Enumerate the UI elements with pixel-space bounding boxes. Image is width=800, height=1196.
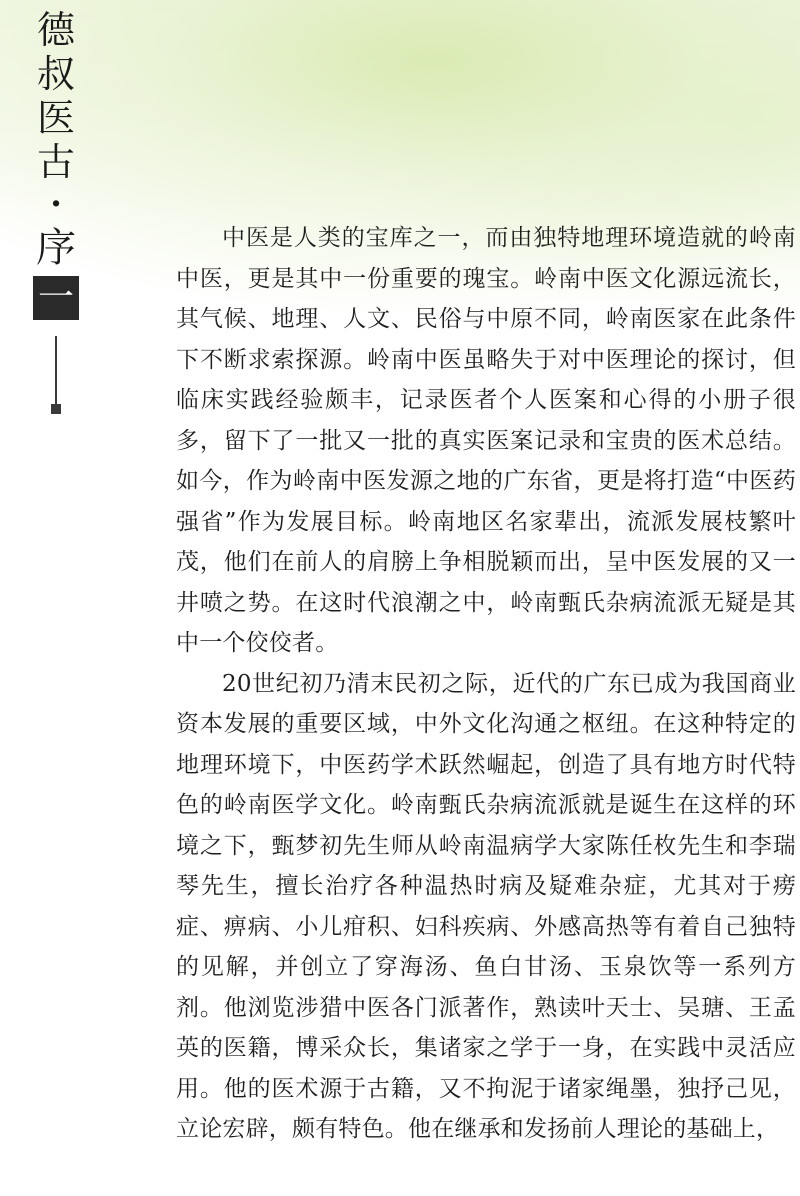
- paragraph-1: 中医是人类的宝库之一，而由独特地理环境造就的岭南中医，更是其中一份重要的瑰宝。岭南中医文化源远流长，其气候、地理、人文、民俗与中原不同，岭南医家在此条件下不断求索探源。岭南中医虽略失于对中医理论的探讨，但临床实践经验颇丰，记录医者个人医案和心得的小册子很多，留下了一批又一批的真实医案记录和宝贵的医术总结。如今，作为岭南中医发源之地的广东省，更是将打造“中医药强省”作为发展目标。岭南地区名家辈出，流派发展枝繁叶茂，他们在前人的肩膀上争相脱颖而出，呈中医发展的又一井喷之势。在这时代浪潮之中，岭南甄氏杂病流派无疑是其中一个佼佼者。: [176, 225, 796, 656]
- body-text: [176, 218, 796, 1150]
- title-char-1: 德: [36, 8, 75, 52]
- title-char-2: 叔: [36, 52, 75, 96]
- vertical-rule: [55, 336, 57, 408]
- title-char-3: 医: [36, 96, 75, 140]
- section-number-box: 一: [33, 276, 79, 320]
- paragraph-2: 20世纪初乃清末民初之际，近代的广东已成为我国商业资本发展的重要区域，中外文化沟通之枢纽。在这种特定的地理环境下，中医药学术跃然崛起，创造了具有地方时代特色的岭南医学文化。岭南甄氏杂病流派就是诞生在这样的环境之下，甄梦初先生师从岭南温病学大家陈任枚先生和李瑞琴先生，擅长治疗各种温热时病及疑难杂症，尤其对于痨症、痹病、小儿疳积、妇科疾病、外感高热等有着自己独特的见解，并创立了穿海汤、鱼白甘汤、玉泉饮等一系列方剂。他浏览涉猎中医各门派著作，熟读叶天士、吴瑭、王孟英的医籍，博采众长，集诸家之学于一身，在实践中灵活应用。他的医术源于古籍，又不拘泥于诸家绳墨，独抒己见，立论宏辟，颇有特色。他在继承和发扬前人理论的基础上，: [176, 670, 796, 1142]
- rule-end-square: [51, 404, 61, 414]
- vertical-book-title: [32, 8, 80, 320]
- title-char-4: 古: [36, 140, 75, 184]
- section-label-xu: 序: [36, 225, 76, 271]
- title-separator-dot: ·: [50, 184, 62, 224]
